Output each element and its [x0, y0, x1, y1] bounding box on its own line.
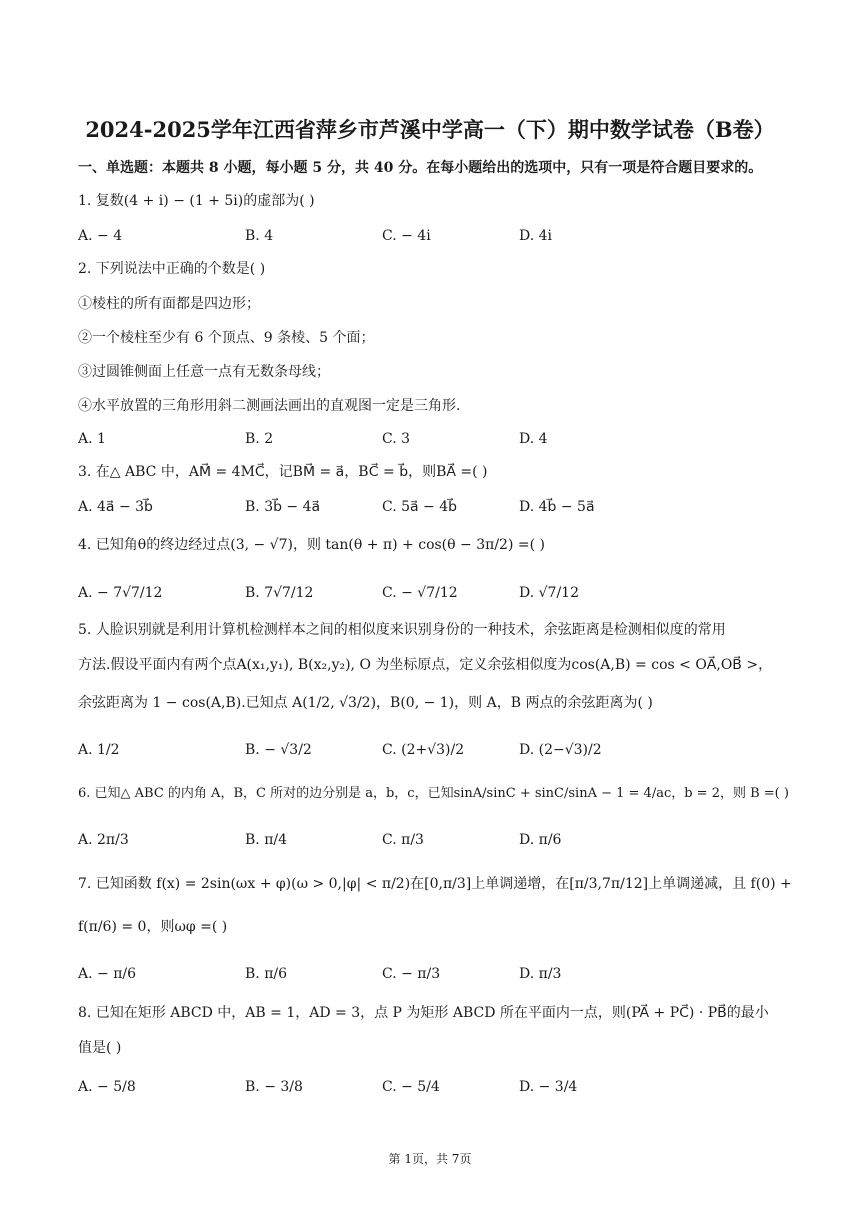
question-1-stem: 1. 复数(4 + i) − (1 + 5i)的虚部为( ): [78, 193, 315, 209]
option-a: A. − 4: [78, 228, 123, 244]
option-a: A. − π/6: [78, 966, 137, 982]
option-d: D. π/3: [519, 966, 562, 982]
option-b: B. − √3/2: [245, 742, 312, 758]
option-b: B. − 3/8: [245, 1079, 303, 1095]
option-c: C. 3: [382, 431, 411, 447]
option-a: A. − 5/8: [78, 1079, 136, 1095]
question-7-options: [78, 964, 798, 986]
question-5-line-3: 余弦距离为 1 − cos(A,B).已知点 A(1/2, √3/2)，B(0, − 1)，则 A，B 两点的余弦距离为( ): [78, 695, 653, 711]
question-2-statement-2: ②一个棱柱至少有 6 个顶点、9 条棱、5 个面；: [78, 330, 375, 346]
question-3-options: [78, 497, 798, 519]
question-7-line-2: f(π/6) = 0，则ωφ =( ): [78, 919, 228, 935]
question-5-line-2: 方法.假设平面内有两个点A(x₁,y₁), B(x₂,y₂), O 为坐标原点，定义余弦相似度为cos(A,B) = cos < OA⃗,OB⃗ >，: [78, 657, 773, 673]
option-c: C. − 5/4: [382, 1079, 440, 1095]
question-6-stem: 6. 已知△ ABC 的内角 A，B，C 所对的边分别是 a，b，c，已知sinA/sinC + sinC/sinA − 1 = 4/ac，b = 2，则 B =( ): [78, 786, 789, 801]
question-4-options: [78, 583, 798, 605]
page-title: 2024-2025学年江西省萍乡市芦溪中学高一（下）期中数学试卷（B卷）: [85, 117, 775, 142]
option-d: D. (2−√3)/2: [519, 742, 602, 758]
option-a: A. 4a⃗ − 3b⃗: [78, 499, 153, 515]
option-c: C. − 4i: [382, 228, 431, 244]
question-2-statement-4: ④水平放置的三角形用斜二测画法画出的直观图一定是三角形.: [78, 398, 461, 414]
question-5-options: [78, 740, 798, 762]
option-d: D. 4b⃗ − 5a⃗: [519, 499, 595, 515]
section-heading: 一、单选题：本题共 8 小题，每小题 5 分，共 40 分。在每小题给出的选项中，只有一项是符合题目要求的。: [78, 160, 763, 176]
option-d: D. 4: [519, 431, 548, 447]
option-c: C. − √7/12: [382, 585, 458, 601]
option-a: A. 1/2: [78, 742, 120, 758]
option-d: D. √7/12: [519, 585, 579, 601]
option-a: A. 1: [78, 431, 106, 447]
option-d: D. π/6: [519, 832, 562, 848]
question-4-stem: 4. 已知角θ的终边经过点(3, − √7)，则 tan(θ + π) + cos(θ − 3π/2) =( ): [78, 537, 545, 553]
question-6-options: [78, 830, 798, 852]
question-8-line-2: 值是( ): [78, 1040, 122, 1056]
option-b: B. π/6: [245, 966, 288, 982]
option-c: C. π/3: [382, 832, 424, 848]
option-a: A. 2π/3: [78, 832, 129, 848]
option-d: D. − 3/4: [519, 1079, 578, 1095]
option-b: B. 7√7/12: [245, 585, 314, 601]
option-b: B. π/4: [245, 832, 288, 848]
option-d: D. 4i: [519, 228, 553, 244]
question-2-options: [78, 429, 798, 451]
question-2-stem: 2. 下列说法中正确的个数是( ): [78, 261, 266, 277]
question-3-stem: 3. 在△ ABC 中，AM⃗ = 4MC⃗，记BM⃗ = a⃗，BC⃗ = b⃗，则BA⃗ =( ): [78, 464, 488, 480]
option-b: B. 4: [245, 228, 274, 244]
question-1-options: [78, 226, 798, 248]
option-c: C. (2+√3)/2: [382, 742, 465, 758]
question-8-options: [78, 1077, 798, 1099]
option-a: A. − 7√7/12: [78, 585, 163, 601]
question-5-line-1: 5. 人脸识别就是利用计算机检测样本之间的相似度来识别身份的一种技术，余弦距离是检测相似度的常用: [78, 622, 726, 638]
option-c: C. 5a⃗ − 4b⃗: [382, 499, 458, 515]
question-2-statement-3: ③过圆锥侧面上任意一点有无数条母线；: [78, 364, 330, 380]
question-8-line-1: 8. 已知在矩形 ABCD 中，AB = 1，AD = 3，点 P 为矩形 ABCD 所在平面内一点，则(PA⃗ + PC⃗) · PB⃗的最小: [78, 1005, 769, 1021]
question-7-line-1: 7. 已知函数 f(x) = 2sin(ωx + φ)(ω > 0,|φ| < π/2)在[0,π/3]上单调递增，在[π/3,7π/12]上单调递减，且 f(0) +: [78, 876, 792, 892]
option-b: B. 3b⃗ − 4a⃗: [245, 499, 321, 515]
option-b: B. 2: [245, 431, 274, 447]
question-2-statement-1: ①棱柱的所有面都是四边形；: [78, 296, 260, 312]
option-c: C. − π/3: [382, 966, 441, 982]
page-footer: 第 1页，共 7页: [388, 1152, 472, 1166]
